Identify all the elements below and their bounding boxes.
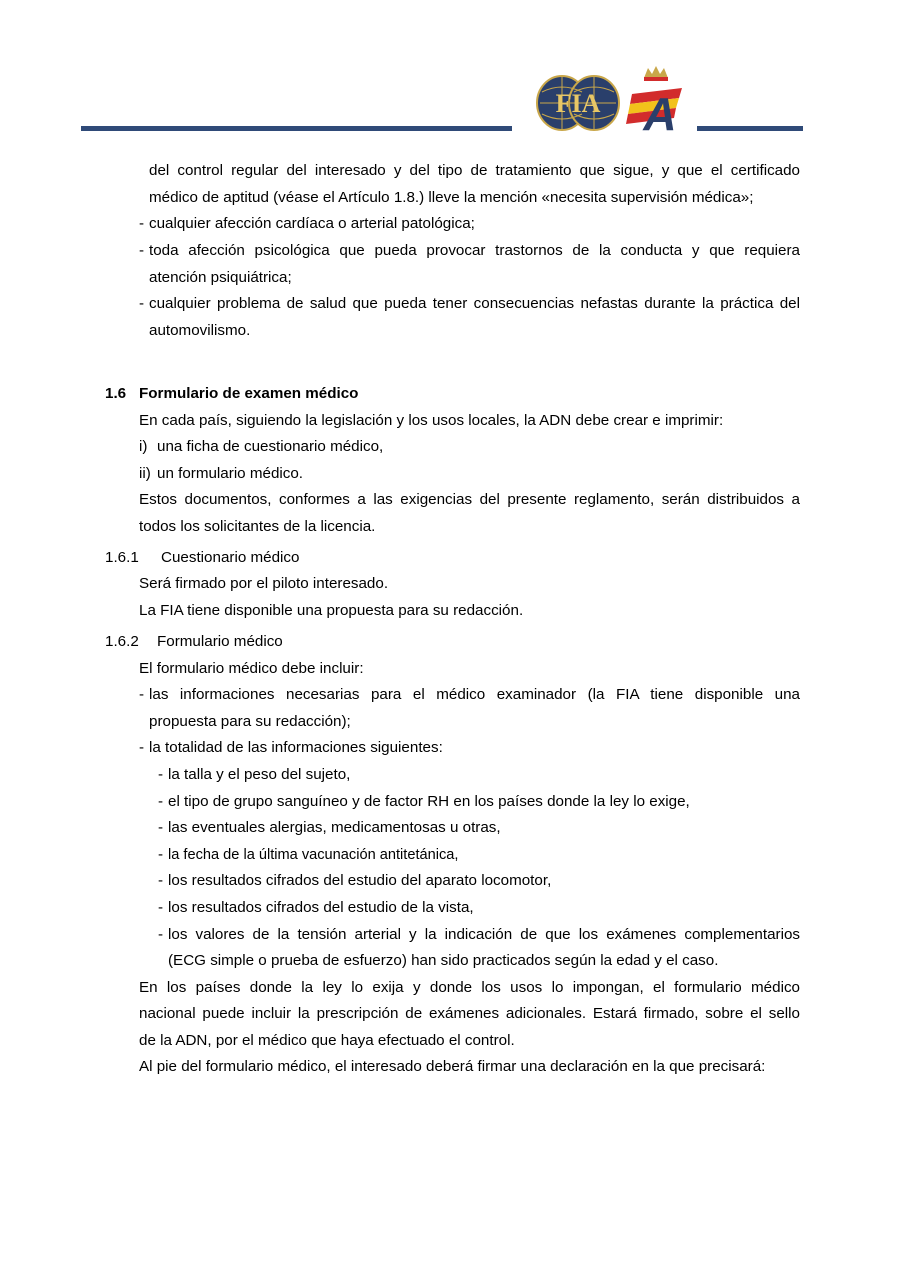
list-item: la totalidad de las informaciones siguientes: bbox=[149, 739, 443, 756]
list-dash: - bbox=[139, 215, 145, 232]
paragraph: La FIA tiene disponible una propuesta para su redacción. bbox=[139, 602, 524, 619]
sublist-item: los valores de la tensión arterial y la indicación de que los exámenes complementarios bbox=[168, 926, 800, 943]
list-item-continued: atención psiquiátrica; bbox=[149, 269, 292, 286]
section-number: 1.6 bbox=[105, 385, 127, 402]
sublist-item: las eventuales alergias, medicamentosas u otras, bbox=[168, 819, 501, 836]
list-item: cualquier afección cardíaca o arterial patológica; bbox=[149, 215, 475, 232]
list-item: toda afección psicológica que pueda provocar trastornos de la conducta y que requiera bbox=[149, 242, 800, 259]
rfeda-logo bbox=[624, 64, 690, 134]
header-rule-right bbox=[697, 126, 803, 131]
sublist-item: la fecha de la última vacunación antitetánica, bbox=[168, 847, 459, 863]
list-dash: - bbox=[139, 295, 145, 312]
sublist-dash: - bbox=[158, 872, 164, 889]
list-marker: ii) bbox=[139, 465, 151, 482]
sublist-dash: - bbox=[158, 819, 164, 836]
list-dash: - bbox=[139, 242, 145, 259]
sublist-item: los resultados cifrados del estudio de la vista, bbox=[168, 899, 474, 916]
paragraph: todos los solicitantes de la licencia. bbox=[139, 518, 376, 535]
list-dash: - bbox=[139, 686, 145, 703]
paragraph: En los países donde la ley lo exija y donde los usos lo impongan, el formulario médico bbox=[139, 979, 800, 996]
sublist-item: el tipo de grupo sanguíneo y de factor RH en los países donde la ley lo exige, bbox=[168, 793, 690, 810]
continued-text-line: médico de aptitud (véase el Artículo 1.8.) lleve la mención «necesita supervisión médica»; bbox=[149, 189, 754, 206]
paragraph: nacional puede incluir la prescripción de exámenes adicionales. Estará firmado, sobre el sello bbox=[139, 1005, 800, 1022]
sublist-item: los resultados cifrados del estudio del aparato locomotor, bbox=[168, 872, 552, 889]
sublist-dash: - bbox=[158, 926, 164, 943]
svg-text:FIA: FIA bbox=[555, 89, 601, 118]
list-item: una ficha de cuestionario médico, bbox=[157, 438, 384, 455]
sublist-item-continued: (ECG simple o prueba de esfuerzo) han sido practicados según la edad y el caso. bbox=[168, 952, 719, 969]
paragraph: Estos documentos, conformes a las exigencias del presente reglamento, serán distribuidos a bbox=[139, 491, 800, 508]
list-item: las informaciones necesarias para el médico examinador (la FIA tiene disponible una bbox=[149, 686, 800, 703]
list-item-continued: propuesta para su redacción); bbox=[149, 713, 351, 730]
list-dash: - bbox=[139, 739, 145, 756]
list-marker: i) bbox=[139, 438, 148, 455]
continued-text-line: del control regular del interesado y del tipo de tratamiento que sigue, y que el certificado bbox=[149, 162, 800, 179]
sublist-dash: - bbox=[158, 846, 164, 863]
svg-text:A: A bbox=[643, 88, 677, 134]
sublist-dash: - bbox=[158, 766, 164, 783]
sublist-item: la talla y el peso del sujeto, bbox=[168, 766, 351, 783]
header-rule-left bbox=[81, 126, 512, 131]
subsection-title: Formulario médico bbox=[157, 633, 283, 650]
paragraph: En cada país, siguiendo la legislación y los usos locales, la ADN debe crear e imprimir: bbox=[139, 412, 724, 429]
subsection-number: 1.6.2 bbox=[105, 633, 139, 650]
page-header bbox=[0, 0, 905, 140]
subsection-number: 1.6.1 bbox=[105, 549, 139, 566]
list-item-continued: automovilismo. bbox=[149, 322, 251, 339]
subsection-title: Cuestionario médico bbox=[161, 549, 300, 566]
list-item: cualquier problema de salud que pueda tener consecuencias nefastas durante la práctica del bbox=[149, 295, 800, 312]
section-title: Formulario de examen médico bbox=[139, 385, 359, 402]
paragraph: Será firmado por el piloto interesado. bbox=[139, 575, 389, 592]
sublist-dash: - bbox=[158, 899, 164, 916]
sublist-dash: - bbox=[158, 793, 164, 810]
paragraph: Al pie del formulario médico, el interesado deberá firmar una declaración en la que precisará: bbox=[139, 1058, 766, 1075]
paragraph: de la ADN, por el médico que haya efectuado el control. bbox=[139, 1032, 515, 1049]
paragraph: El formulario médico debe incluir: bbox=[139, 660, 364, 677]
list-item: un formulario médico. bbox=[157, 465, 304, 482]
fia-logo bbox=[536, 74, 620, 132]
